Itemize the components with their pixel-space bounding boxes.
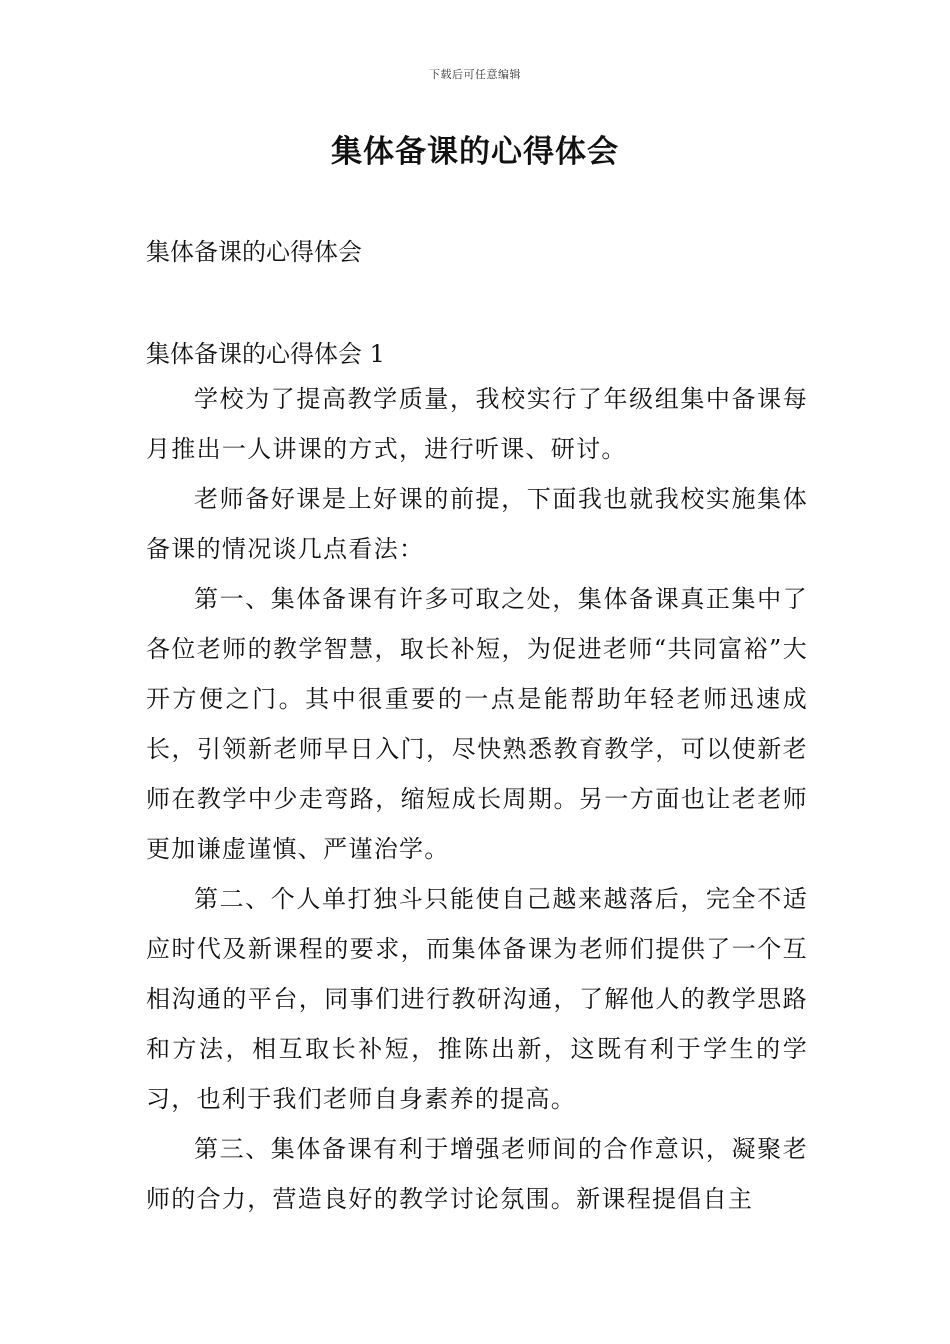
download-note: 下载后可任意编辑 bbox=[429, 68, 521, 81]
paragraph: 老师备好课是上好课的前提，下面我也就我校实施集体备课的情况谈几点看法： bbox=[146, 485, 808, 563]
body-text bbox=[146, 374, 808, 1224]
paragraph: 第一、集体备课有许多可取之处，集体备课真正集中了各位老师的教学智慧，取长补短，为促进老师“共同富裕”大开方便之门。其中很重要的一点是能帮助年轻老师迅速成长，引领新老师早日入门，尽快熟悉教育教学，可以使新老师在教学中少走弯路，缩短成长周期。另一方面也让老老师更加谦虚谨慎、严谨治学。 bbox=[146, 585, 808, 863]
paragraph: 学校为了提高教学质量，我校实行了年级组集中备课每月推出一人讲课的方式，进行听课、研讨。 bbox=[146, 385, 808, 463]
document-subtitle: 集体备课的心得体会 bbox=[146, 238, 362, 266]
paragraph: 第二、个人单打独斗只能使自己越来越落后，完全不适应时代及新课程的要求，而集体备课为老师们提供了一个互相沟通的平台，同事们进行教研沟通，了解他人的教学思路和方法，相互取长补短，推陈出新，这既有利于学生的学习，也利于我们老师自身素养的提高。 bbox=[146, 885, 808, 1113]
paragraph: 第三、集体备课有利于增强老师间的合作意识，凝聚老师的合力，营造良好的教学讨论氛围。新课程提倡自主 bbox=[146, 1135, 808, 1213]
document-title: 集体备课的心得体会 bbox=[331, 134, 619, 170]
section-heading: 集体备课的心得体会 1 bbox=[146, 340, 385, 368]
